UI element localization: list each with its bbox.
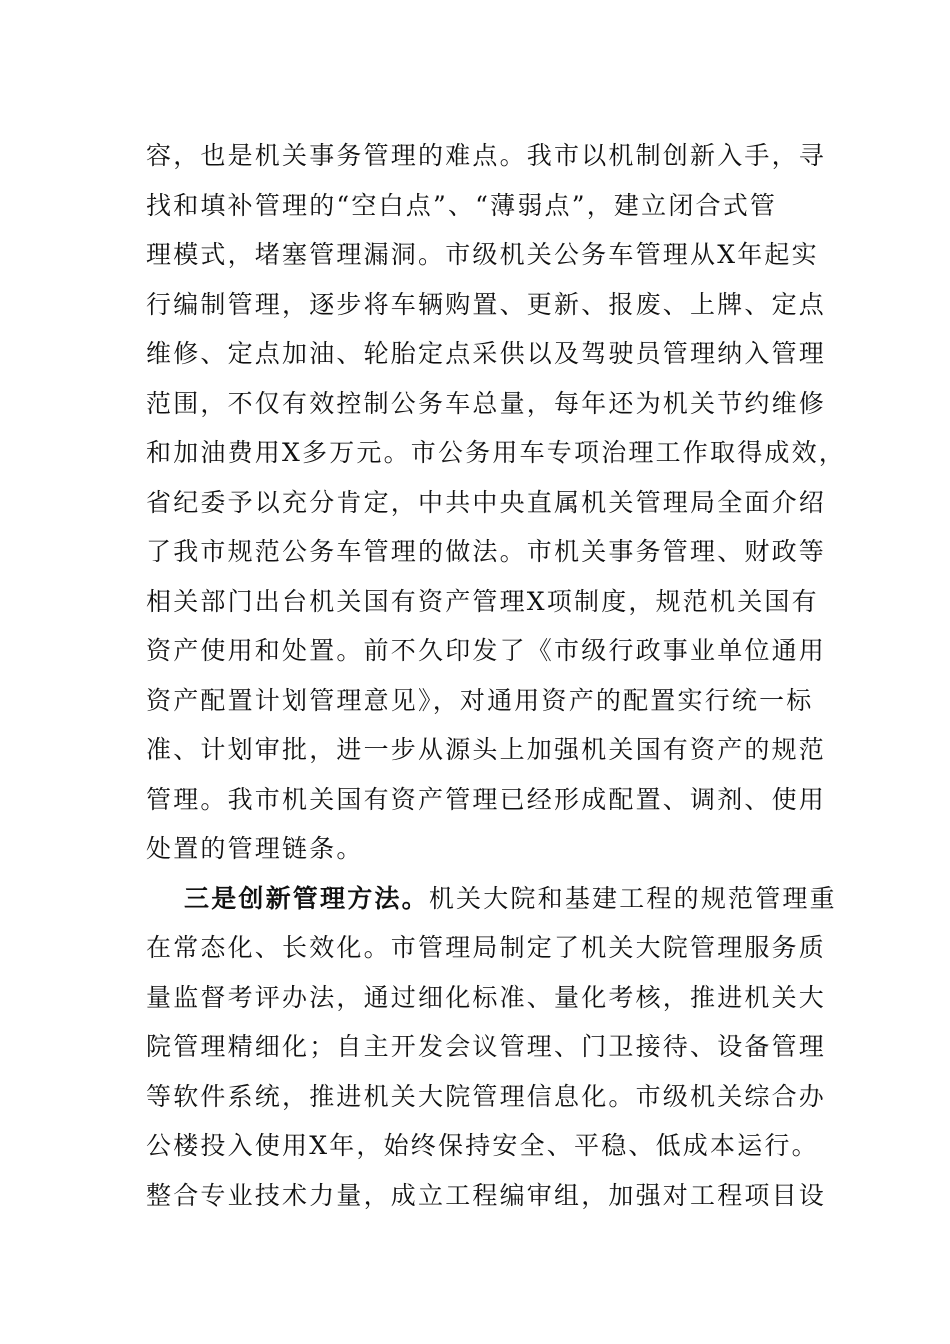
text-segment: 机关大院和基建工程的规范管理重 [428, 883, 837, 913]
paragraph-2 [146, 874, 837, 1221]
text-line: 了我市规范公务车管理的做法。市机关事务管理、财政等 [146, 537, 827, 566]
text-line: 量监督考评办法，通过细化标准、量化考核，推进机关大 [146, 982, 827, 1012]
text-line: 容，也是机关事务管理的难点。我市以机制创新入手，寻 [146, 141, 827, 170]
paragraph-1 [146, 131, 847, 874]
text-line: 和加油费用X多万元。市公务用车专项治理工作取得成效， [146, 438, 847, 467]
text-line: 省纪委予以充分肯定，中共中央直属机关管理局全面介绍 [146, 487, 827, 517]
text-line: 整合专业技术力量，成立工程编审组，加强对工程项目设 [146, 1180, 827, 1210]
paragraph-heading: 三是创新管理方法。 [184, 883, 429, 913]
document-body [146, 131, 847, 1220]
text-line: 处置的管理链条。 [146, 834, 364, 863]
text-line: 公楼投入使用X年，始终保持安全、平稳、低成本运行。 [146, 1131, 819, 1160]
text-line: 范围，不仅有效控制公务车总量，每年还为机关节约维修 [146, 388, 827, 418]
text-line: 准、计划审批，进一步从源头上加强机关国有资产的规范 [146, 735, 827, 764]
text-line: 维修、定点加油、轮胎定点采供以及驾驶员管理纳入管理 [146, 339, 827, 368]
paragraph-first-line [146, 874, 837, 924]
text-line: 在常态化、长效化。市管理局制定了机关大院管理服务质 [146, 933, 827, 962]
text-line: 相关部门出台机关国有资产管理X项制度，规范机关国有 [146, 586, 819, 616]
text-line: 行编制管理，逐步将车辆购置、更新、报废、上牌、定点 [146, 289, 827, 319]
text-line: 院管理精细化；自主开发会议管理、门卫接待、设备管理 [146, 1032, 827, 1061]
text-line: 找和填补管理的“空白点”、“薄弱点”，建立闭合式管 [146, 190, 778, 220]
text-line: 等软件系统，推进机关大院管理信息化。市级机关综合办 [146, 1081, 827, 1111]
text-line: 资产使用和处置。前不久印发了《市级行政事业单位通用 [146, 636, 827, 665]
text-line: 资产配置计划管理意见》，对通用资产的配置实行统一标 [146, 685, 814, 715]
text-line: 理模式，堵塞管理漏洞。市级机关公务车管理从X年起实 [146, 240, 819, 269]
text-line: 管理。我市机关国有资产管理已经形成配置、调剂、使用 [146, 784, 827, 814]
